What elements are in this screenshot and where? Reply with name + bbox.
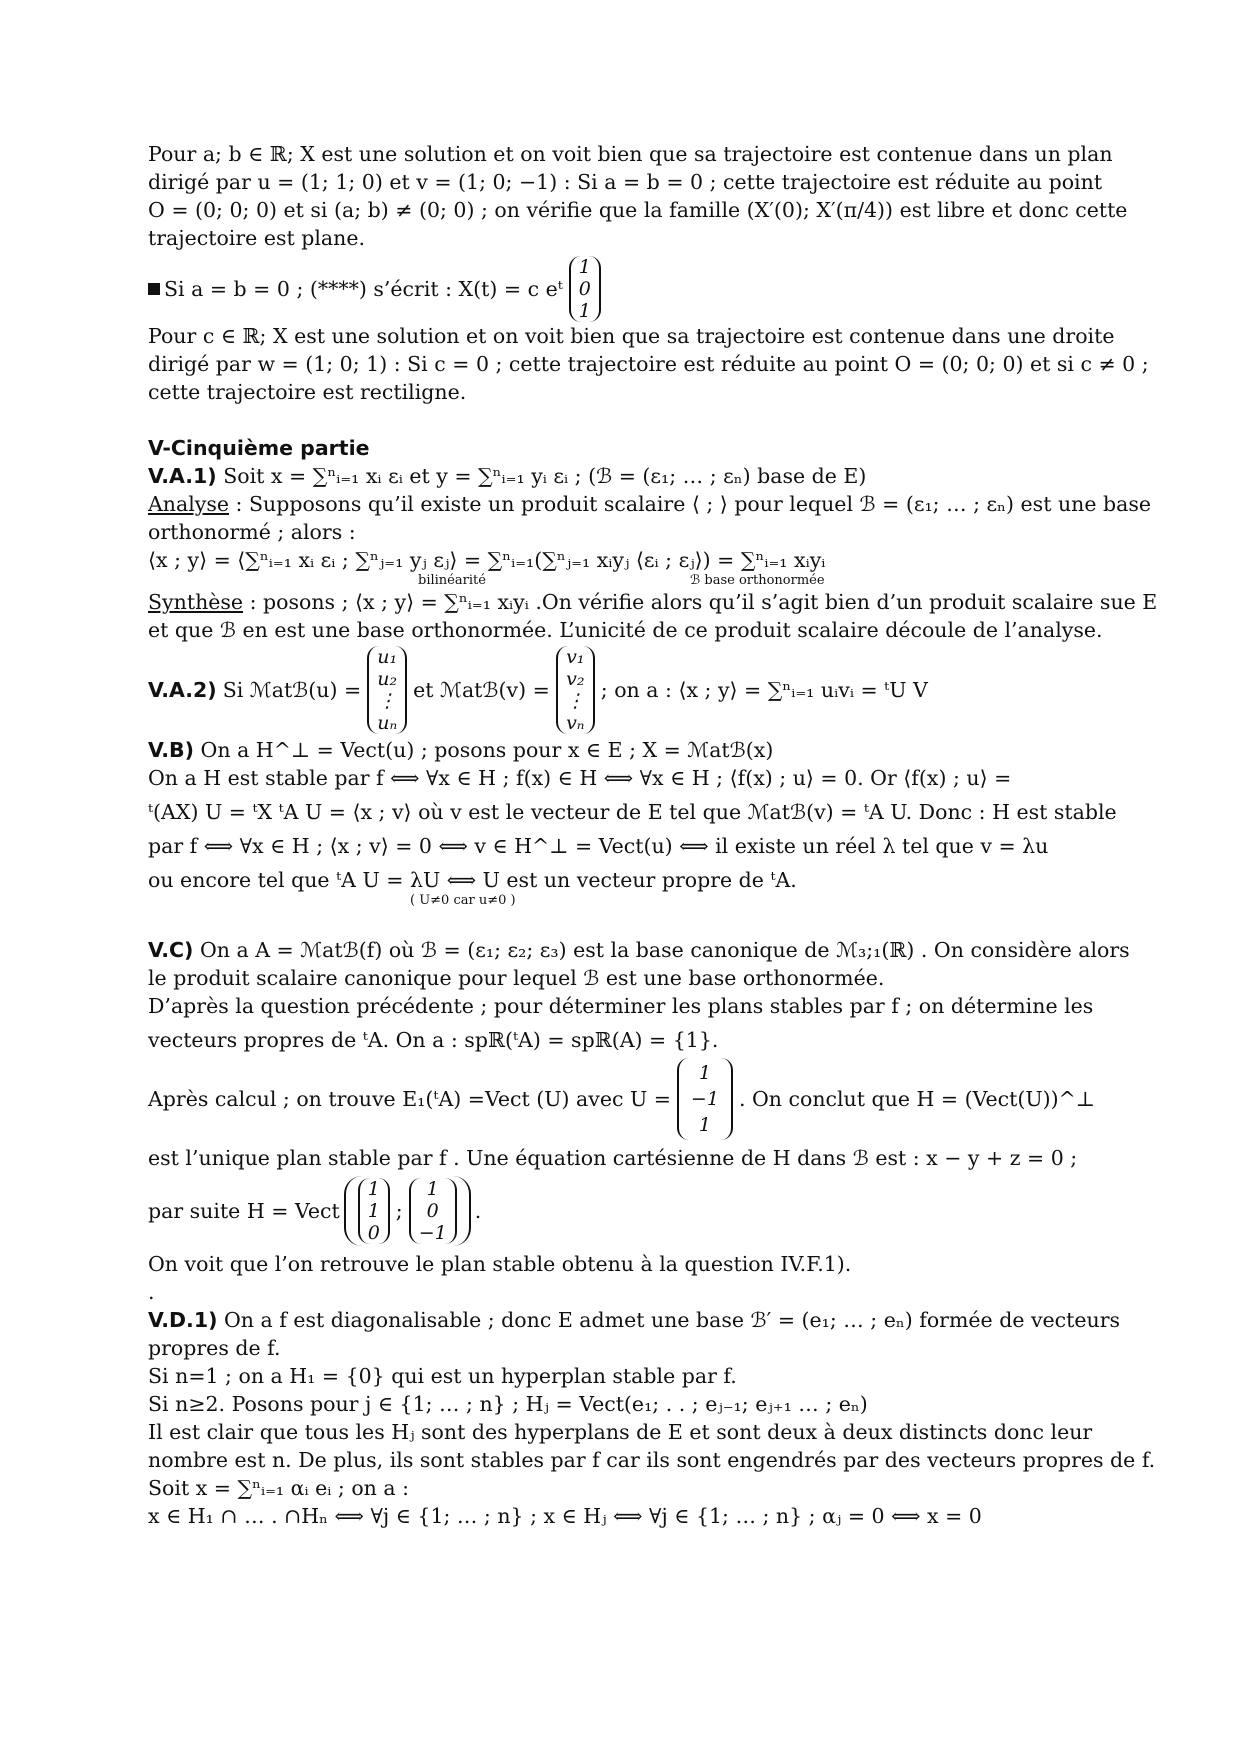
vc-line6: est l’unique plan stable par f . Une équation cartésienne de H dans ℬ est : x − y + z = 0 ; [148, 1146, 1078, 1170]
para1-line3: O = (0; 0; 0) et si (a; b) ≠ (0; 0) ; on vérifie que la famille (X′(0); X′(π/4)) est libre et donc cette [148, 198, 1128, 222]
vector-c: 1 0 1 [569, 256, 601, 322]
vb-line4: par f ⟺ ∀x ∈ H ; ⟨x ; v⟩ = 0 ⟺ v ∈ H^⊥ = Vect(u) ⟺ il existe un réel λ tel que v = λu [148, 834, 1049, 858]
vect-parens: 1 1 0 ; 1 0 −1 [344, 1176, 471, 1246]
vd1-line1: V.D.1) On a f est diagonalisable ; donc E admet une base ℬ′ = (e₁; … ; eₙ) formée de vecteurs [148, 1308, 1121, 1332]
vb-line1: V.B) On a H^⊥ = Vect(u) ; posons pour x ∈ E ; X = ℳatℬ(x) [148, 738, 774, 762]
section-title: V-Cinquième partie [148, 436, 370, 460]
va1-analyse-2: orthonormé ; alors : [148, 520, 356, 544]
va1-analyse: Analyse : Supposons qu’il existe un produit scalaire ⟨ ; ⟩ pour lequel ℬ = (ε₁; … ; εₙ) est une base [148, 492, 1152, 516]
vb-line5: ou encore tel que ᵗA U = λU ⟺ U est un vecteur propre de ᵗA. [148, 868, 797, 892]
vd1-line6: nombre est n. De plus, ils sont stables par f car ils sont engendrés par des vecteurs propres de f. [148, 1448, 1156, 1472]
vector-u: u₁ u₂ ⋮ uₙ [367, 646, 407, 734]
vector-2: 1 0 −1 [409, 1178, 457, 1244]
va1-line1: V.A.1) Soit x = ∑ⁿᵢ₌₁ xᵢ εᵢ et y = ∑ⁿᵢ₌₁ yᵢ εᵢ ; (ℬ = (ε₁; … ; εₙ) base de E) [148, 464, 867, 488]
para2-line2: dirigé par w = (1; 0; 1) : Si c = 0 ; cette trajectoire est réduite au point O = (0; 0; 0) et si c ≠ 0 ; [148, 352, 1149, 376]
vc-line2: le produit scalaire canonique pour lequel ℬ est une base orthonormée. [148, 966, 885, 990]
vc-dot: . [148, 1280, 155, 1304]
para1-line4: trajectoire est plane. [148, 226, 365, 250]
va1-synthese-2: et que ℬ en est une base orthonormée. L’unicité de ce produit scalaire découle de l’analyse. [148, 618, 1103, 642]
vd1-line7: Soit x = ∑ⁿᵢ₌₁ αᵢ eᵢ ; on a : [148, 1476, 410, 1500]
vd1-line4: Si n≥2. Posons pour j ∈ {1; … ; n} ; Hⱼ = Vect(e₁; . . ; eⱼ₋₁; eⱼ₊₁ … ; eₙ) [148, 1392, 868, 1416]
para2-line3: cette trajectoire est rectiligne. [148, 380, 467, 404]
va2-row: V.A.2) Si ℳatℬ(u) = u₁ u₂ ⋮ uₙ et ℳatℬ(v) = v₁ v₂ ⋮ vₙ ; on a : ⟨x ; y⟩ = ∑ⁿᵢ₌₁ uᵢvᵢ = ᵗU V [148, 646, 928, 734]
va1-synthese: Synthèse : posons ; ⟨x ; y⟩ = ∑ⁿᵢ₌₁ xᵢyᵢ .On vérifie alors qu’il s’agit bien d’un produit scalaire sue E [148, 590, 1158, 614]
vc-row7: par suite H = Vect 1 1 0 ; 1 0 −1 . [148, 1178, 482, 1244]
document-page [148, 140, 1158, 1700]
va1-equation-notes: bilinéarité ℬ base orthonormée [418, 573, 825, 588]
vc-line1: V.C) On a A = ℳatℬ(f) où ℬ = (ε₁; ε₂; ε₃) est la base canonique de ℳ₃;₁(ℝ) . On considère alors [148, 938, 1130, 962]
vd1-line2: propres de f. [148, 1336, 281, 1360]
vector-U: 1 −1 1 [677, 1058, 733, 1140]
case-c-row [148, 256, 1108, 322]
vb-line2: On a H est stable par f ⟺ ∀x ∈ H ; f(x) ∈ H ⟺ ∀x ∈ H ; ⟨f(x) ; u⟩ = 0. Or ⟨f(x) ; u⟩ = [148, 766, 1012, 790]
para1-line2: dirigé par u = (1; 1; 0) et v = (1; 0; −1) : Si a = b = 0 ; cette trajectoire est réduite au point [148, 170, 1103, 194]
vc-line3: D’après la question précédente ; pour déterminer les plans stables par f ; on détermine les [148, 994, 1094, 1018]
vd1-line3: Si n=1 ; on a H₁ = {0} qui est un hyperplan stable par f. [148, 1364, 737, 1388]
vd1-line8: x ∈ H₁ ∩ … . ∩Hₙ ⟺ ∀j ∈ {1; … ; n} ; x ∈ Hⱼ ⟺ ∀j ∈ {1; … ; n} ; αⱼ = 0 ⟺ x = 0 [148, 1504, 982, 1528]
case-c-text: Si a = b = 0 ; (****) s’écrit : X(t) = c eᵗ [164, 277, 563, 301]
vc-line8: On voit que l’on retrouve le plan stable obtenu à la question IV.F.1). [148, 1252, 852, 1276]
vc-line4: vecteurs propres de ᵗA. On a : spℝ(ᵗA) = spℝ(A) = {1}. [148, 1028, 719, 1052]
para2-line1: Pour c ∈ ℝ; X est une solution et on voit bien que sa trajectoire est contenue dans une droite [148, 324, 1115, 348]
square-bullet-icon [148, 283, 160, 295]
vb-line3: ᵗ(AX) U = ᵗX ᵗA U = ⟨x ; v⟩ où v est le vecteur de E tel que ℳatℬ(v) = ᵗA U. Donc : H est stable [148, 800, 1117, 824]
vd1-line5: Il est clair que tous les Hⱼ sont des hyperplans de E et sont deux à deux distincts donc leur [148, 1420, 1093, 1444]
va1-equation: ⟨x ; y⟩ = ⟨∑ⁿᵢ₌₁ xᵢ εᵢ ; ∑ⁿⱼ₌₁ yⱼ εⱼ⟩ = ∑ⁿᵢ₌₁(∑ⁿⱼ₌₁ xᵢyⱼ ⟨εᵢ ; εⱼ⟩) = ∑ⁿᵢ₌₁ xᵢyᵢ [148, 548, 826, 572]
vc-row5: Après calcul ; on trouve E₁(ᵗA) =Vect (U) avec U = 1 −1 1 . On conclut que H = (Vect(U))^⊥ [148, 1058, 1108, 1140]
para1-line1: Pour a; b ∈ ℝ; X est une solution et on voit bien que sa trajectoire est contenue dans un plan [148, 142, 1113, 166]
vector-v: v₁ v₂ ⋮ vₙ [556, 646, 595, 734]
vb-note: ( U≠0 car u≠0 ) [410, 893, 516, 908]
vector-1: 1 1 0 [358, 1178, 390, 1244]
